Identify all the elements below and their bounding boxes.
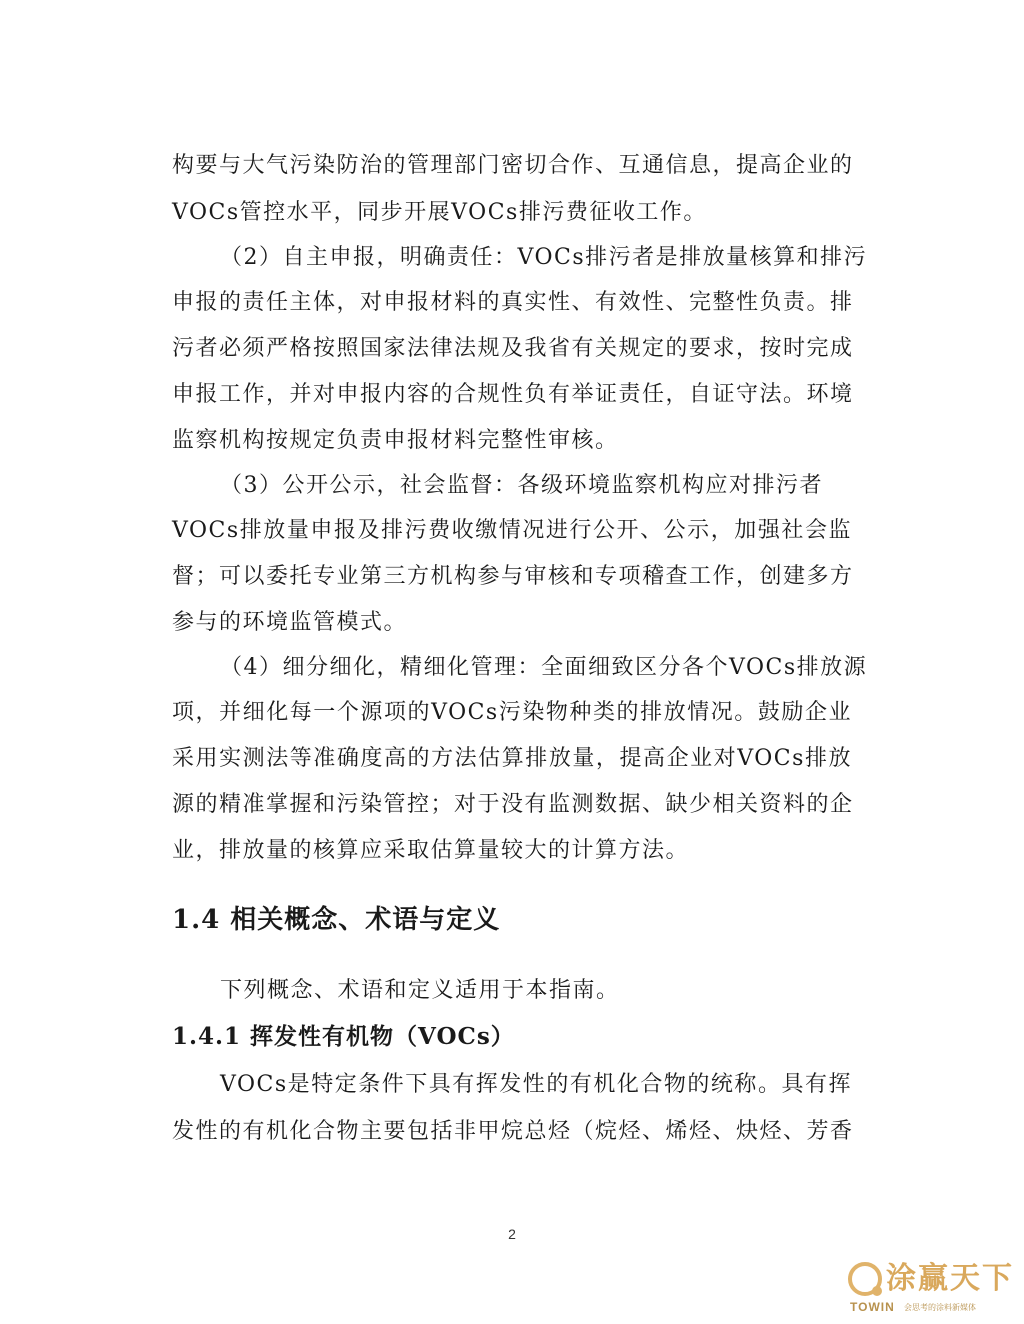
watermark-brand: TOWIN	[850, 1300, 895, 1314]
body-line: 构要与大气污染防治的管理部门密切合作、互通信息，提高企业的	[172, 153, 854, 178]
paragraph-3-start: （3）公开公示，社会监督：各级环境监察机构应对排污者	[220, 473, 823, 498]
logo-dot-icon	[872, 1286, 882, 1296]
body-line: 发性的有机化合物主要包括非甲烷总烃（烷烃、烯烃、炔烃、芳香	[172, 1119, 854, 1144]
body-line: 业，排放量的核算应采取估算量较大的计算方法。	[172, 838, 690, 863]
section-intro: 下列概念、术语和定义适用于本指南。	[220, 978, 620, 1003]
body-line: 申报的责任主体，对申报材料的真实性、有效性、完整性负责。排	[172, 290, 854, 315]
subsection-heading: 1.4.1 挥发性有机物（VOCs）	[172, 1023, 515, 1050]
watermark-title: 涂赢天下	[886, 1261, 1014, 1296]
paragraph-2-start: （2）自主申报，明确责任：VOCs排污者是排放量核算和排污	[220, 245, 868, 270]
body-line: 参与的环境监管模式。	[172, 610, 408, 635]
body-line: 采用实测法等准确度高的方法估算排放量，提高企业对VOCs排放	[172, 746, 852, 771]
body-line: 污者必须严格按照国家法律法规及我省有关规定的要求，按时完成	[172, 336, 854, 361]
body-line: 督；可以委托专业第三方机构参与审核和专项稽查工作，创建多方	[172, 564, 854, 589]
page-number: 2	[508, 1226, 516, 1242]
section-heading: 1.4 相关概念、术语与定义	[172, 905, 501, 935]
towin-watermark	[846, 1260, 1016, 1318]
body-line: VOCs排放量申报及排污费收缴情况进行公开、公示，加强社会监	[172, 518, 852, 543]
watermark-slogan: 会思考的涂料新媒体	[904, 1303, 976, 1312]
body-line: VOCs管控水平，同步开展VOCs排污费征收工作。	[172, 200, 707, 225]
subsection-paragraph-start: VOCs是特定条件下具有挥发性的有机化合物的统称。具有挥	[220, 1072, 852, 1097]
body-line: 源的精准掌握和污染管控；对于没有监测数据、缺少相关资料的企	[172, 792, 854, 817]
body-line: 项，并细化每一个源项的VOCs污染物种类的排放情况。鼓励企业	[172, 700, 852, 725]
body-line: 申报工作，并对申报内容的合规性负有举证责任，自证守法。环境	[172, 382, 854, 407]
body-line: 监察机构按规定负责申报材料完整性审核。	[172, 428, 619, 453]
paragraph-4-start: （4）细分细化，精细化管理：全面细致区分各个VOCs排放源	[220, 655, 868, 680]
